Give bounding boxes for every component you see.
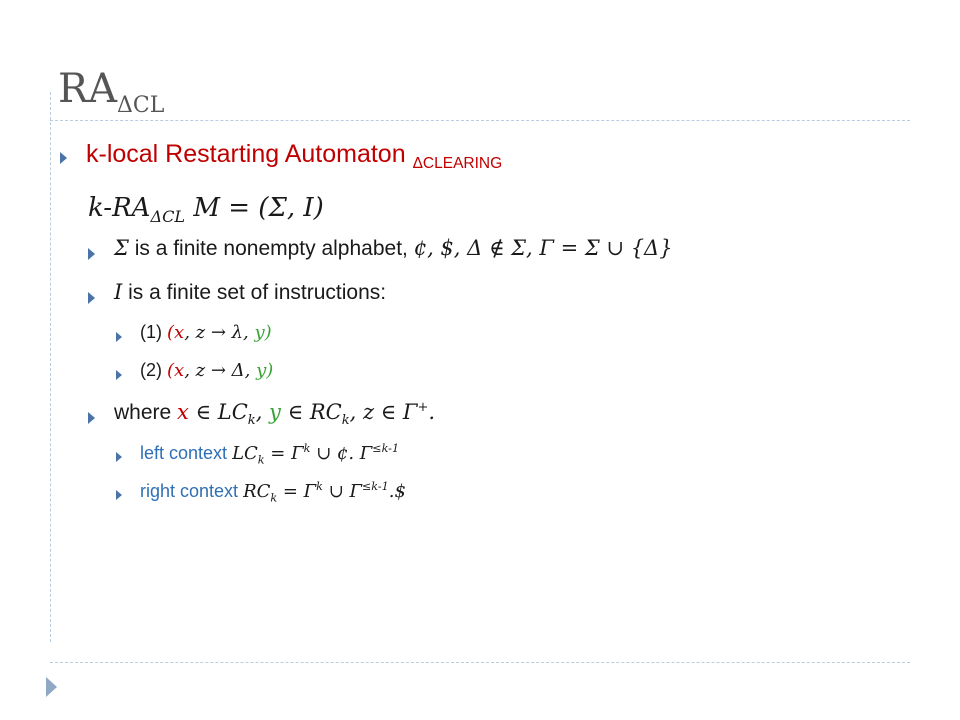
bullet-arrow-icon — [60, 152, 67, 164]
bullet-arrow-icon — [88, 412, 95, 424]
bullet-arrow-icon — [116, 332, 122, 342]
instruction-2: (2) (x, z → Δ, y) — [140, 360, 274, 381]
bottom-divider — [50, 662, 910, 663]
instruction-1: (1) (x, z → λ, y) — [140, 322, 272, 343]
bullet-arrow-icon — [88, 292, 95, 304]
sigma-line: Σ is a finite nonempty alphabet, ¢, $, Δ ∉ Σ, Γ = Σ ∪ {Δ} — [114, 236, 673, 260]
bullet-arrow-icon — [116, 370, 122, 380]
right-context-line: right context $RC_k = \Gamma^k$ ∪ $\Gamma^{\le k-1}.\$$ — [140, 480, 406, 505]
left-divider — [50, 92, 51, 642]
heading-line: k-local Restarting Automaton $_{\Delta CLEARING}$ — [86, 140, 503, 172]
definition-line: $k-RA_{\Delta CL}$ M = (Σ, I) — [88, 193, 324, 227]
heading-subscript: ΔCLEARING — [412, 155, 503, 172]
left-context-line: left context $LC_k = \Gamma^k$ ∪ ¢. $\Gamma^{\le k-1}$ — [140, 442, 400, 467]
slide-title: $RA_{\Delta CL}$ — [58, 66, 165, 118]
bullet-arrow-icon — [116, 490, 122, 500]
bullet-arrow-icon — [88, 248, 95, 260]
slide-corner-arrow-icon — [46, 677, 57, 697]
instructions-line: I is a finite set of instructions: — [114, 280, 387, 304]
where-line: where x ∈ $LC_k$, y ∈ $RC_k$, z ∈ Γ+. — [114, 400, 436, 429]
top-divider — [50, 120, 910, 121]
bullet-arrow-icon — [116, 452, 122, 462]
title-subscript: ΔCL — [117, 93, 165, 118]
